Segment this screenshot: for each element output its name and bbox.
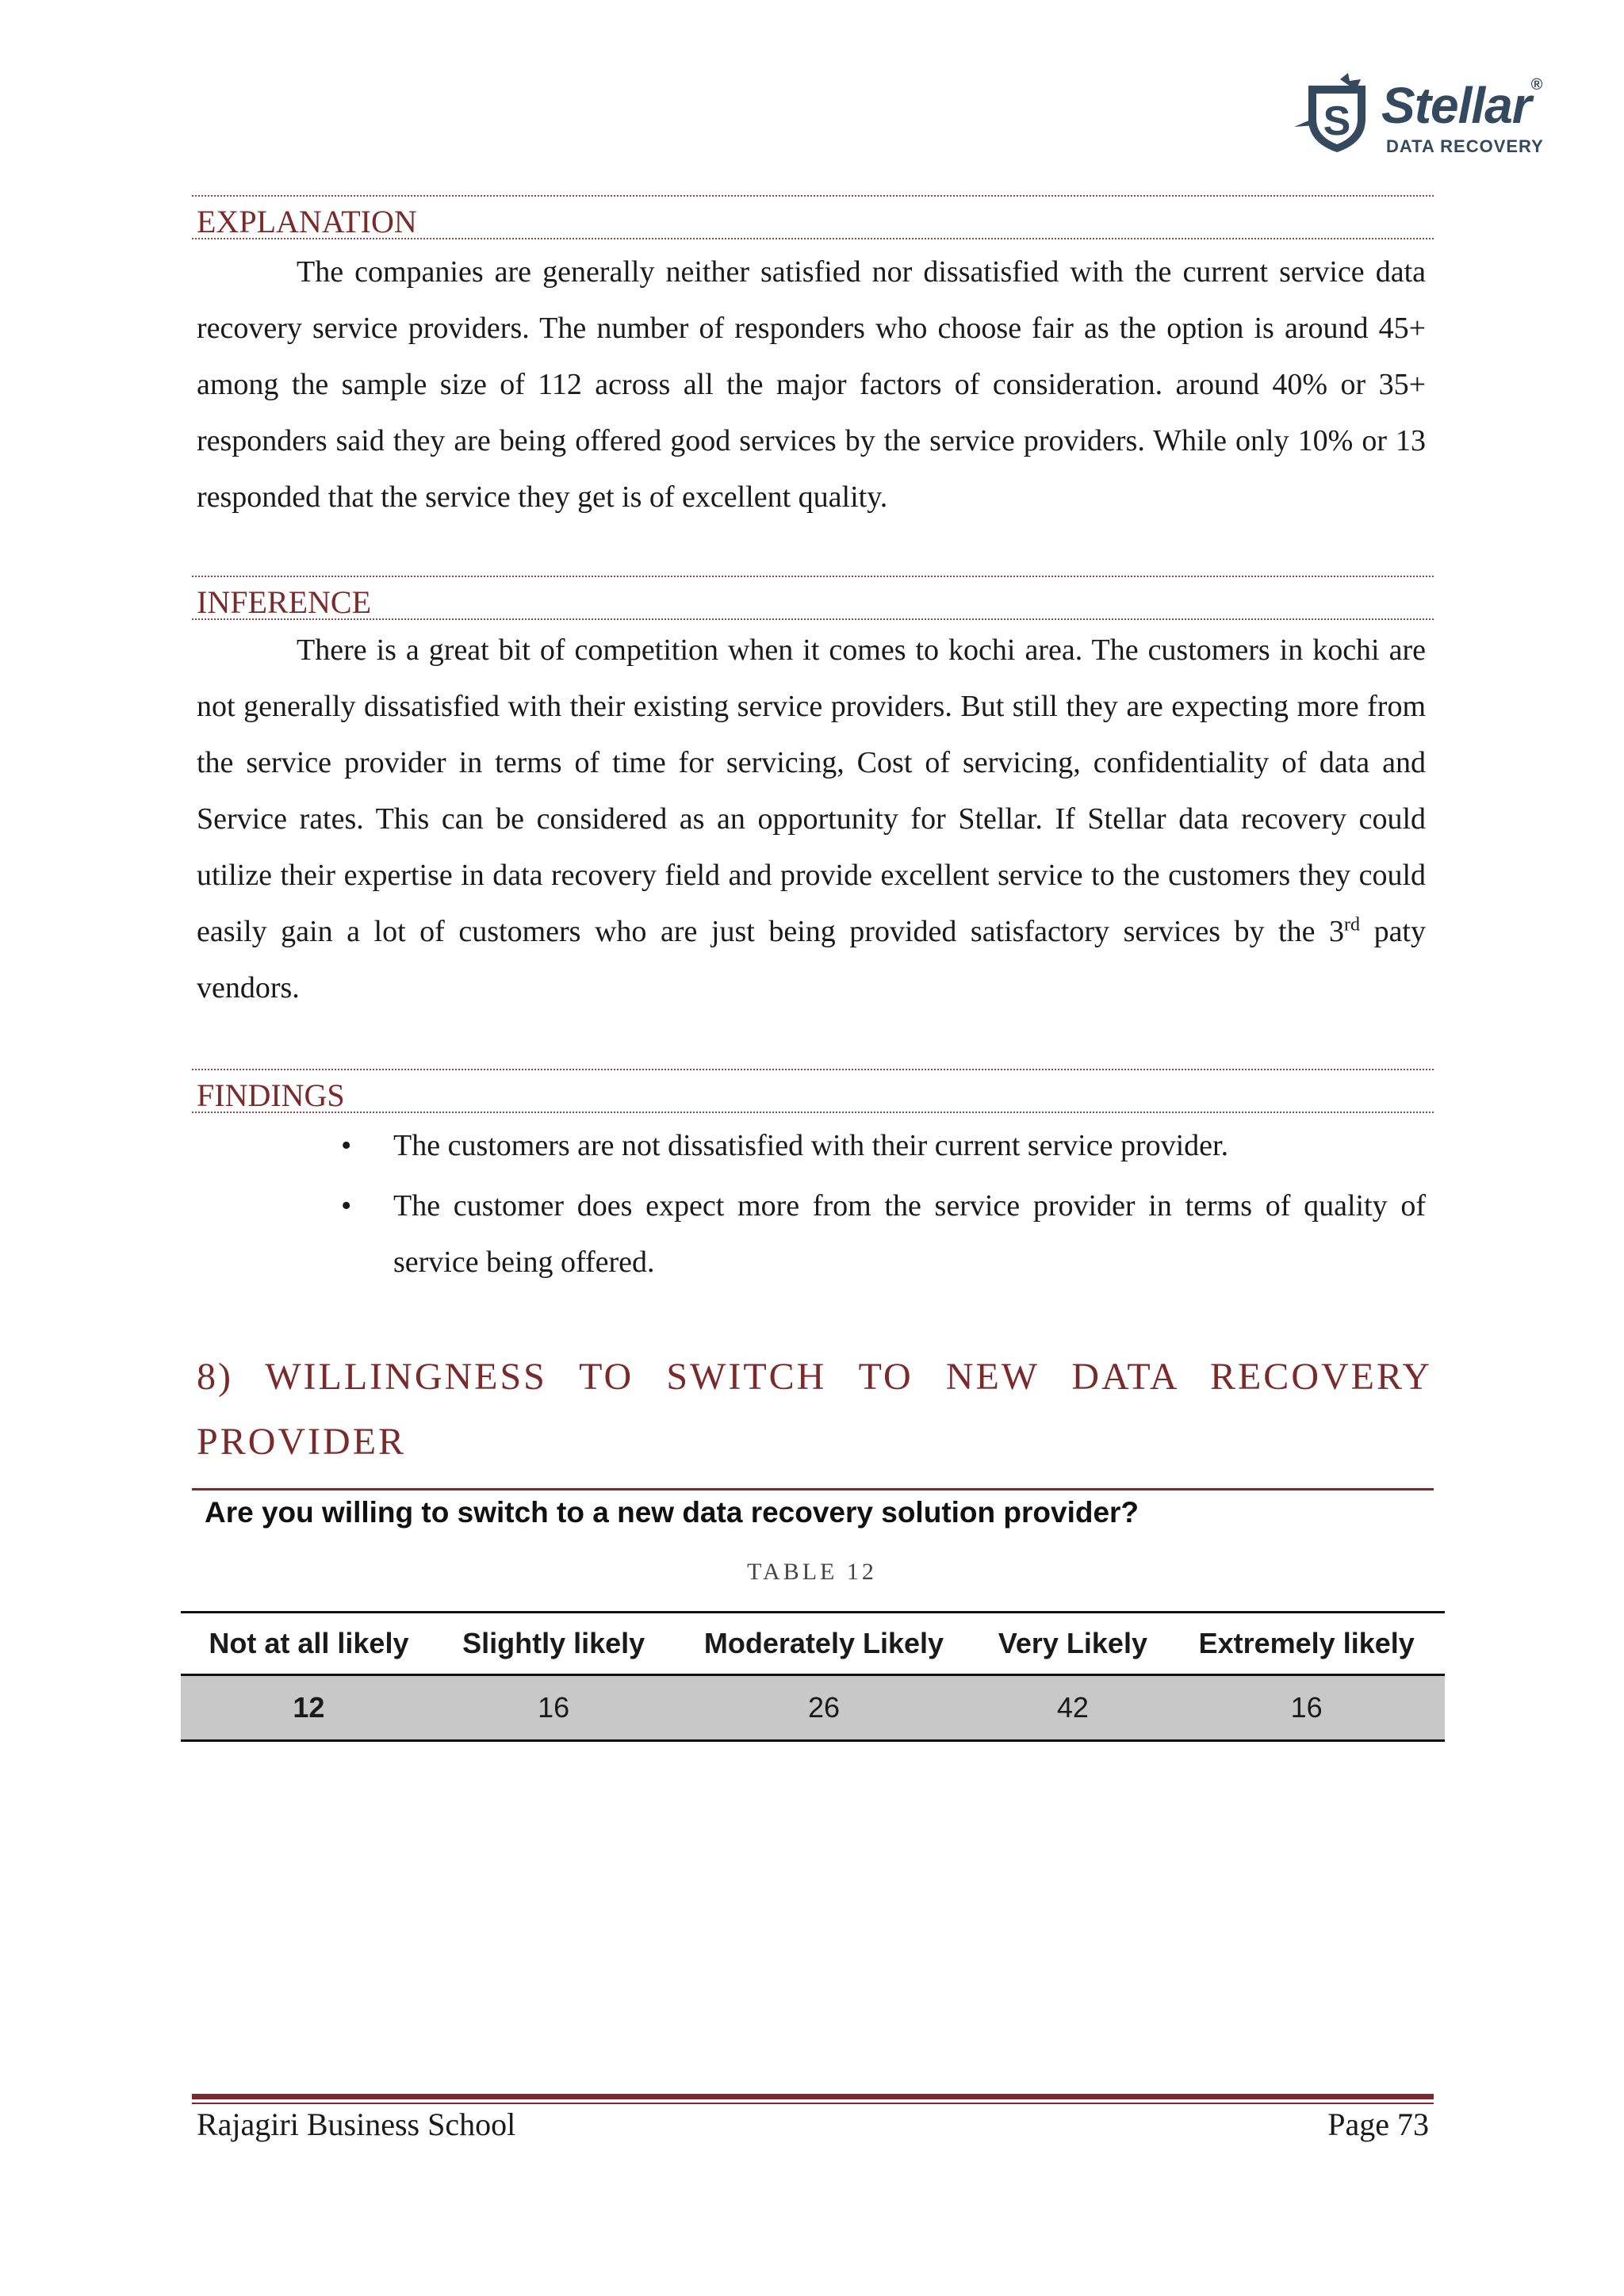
table-header-cell: Slightly likely: [437, 1613, 671, 1675]
footer-divider-thin: [192, 2103, 1434, 2104]
table-cell: 16: [437, 1675, 671, 1741]
bullet-icon: •: [341, 1129, 352, 1162]
stellar-logo: [1293, 70, 1546, 165]
findings-list: [341, 1118, 1426, 1291]
logo-subtitle: DATA RECOVERY: [1386, 136, 1544, 156]
survey-question: Are you willing to switch to a new data recovery solution provider?: [205, 1496, 1139, 1529]
list-item: • The customer does expect more from the service provider in terms of quality of service being offered.: [393, 1178, 1426, 1291]
list-item: • The customers are not dissatisfied with their current service provider.: [393, 1118, 1426, 1174]
table-cell: 42: [977, 1675, 1168, 1741]
table-cell: 26: [671, 1675, 978, 1741]
table-header-row: [181, 1613, 1445, 1675]
willingness-table: [181, 1611, 1445, 1742]
logo-badge-letter: S: [1323, 98, 1351, 144]
logo-wordmark: Stellar®: [1381, 76, 1542, 134]
footer-school-name: Rajagiri Business School: [197, 2107, 516, 2142]
section-divider: [192, 1488, 1434, 1490]
section-title: 8) WILLINGNESS TO SWITCH TO NEW DATA RECOVERY PROVIDER: [197, 1356, 1432, 1463]
table-header-cell: Not at all likely: [181, 1613, 437, 1675]
table-header-cell: Very Likely: [977, 1613, 1168, 1675]
findings-heading: FINDINGS: [197, 1077, 345, 1113]
findings-heading-bar: [192, 1069, 1434, 1113]
inference-heading: INFERENCE: [197, 584, 371, 620]
explanation-paragraph: The companies are generally neither satisfied nor dissatisfied with the current service data recovery service providers. The number of responders who choose fair as the option is around 45+ among the sample size of 112 across all the major factors of consideration. around 40% or 35+ responders said they are being offered good services by the service providers. While only 10% or 13 responded that the service they get is of excellent quality.: [197, 255, 1426, 514]
bullet-icon: •: [341, 1189, 352, 1223]
table-caption: TABLE 12: [747, 1559, 877, 1585]
shield-icon: [1293, 70, 1380, 157]
inference-heading-bar: [192, 576, 1434, 620]
explanation-heading-bar: [192, 195, 1434, 239]
table-cell: 12: [181, 1675, 437, 1741]
table-header-cell: Extremely likely: [1168, 1613, 1445, 1675]
superscript-rd: rd: [1344, 914, 1361, 936]
table-header-cell: Moderately Likely: [671, 1613, 978, 1675]
inference-paragraph: There is a great bit of competition when it comes to kochi area. The customers in kochi are not generally dissatisfied with their existing service providers. But still they are expecting more from the service provider in terms of time for servicing, Cost of servicing, confidentiality of data and Service rates. This can be considered as an opportunity for Stellar. If Stellar data recovery could utilize their expertise in data recovery field and provide excellent service to the customers they could easily gain a lot of customers who are just being provided satisfactory services by the 3rd paty vendors.: [197, 633, 1426, 1004]
footer-page-number: Page 73: [1327, 2107, 1429, 2142]
explanation-heading: EXPLANATION: [197, 204, 417, 239]
table-row: [181, 1675, 1445, 1741]
footer-divider-thick: [192, 2094, 1434, 2099]
table-cell: 16: [1168, 1675, 1445, 1741]
